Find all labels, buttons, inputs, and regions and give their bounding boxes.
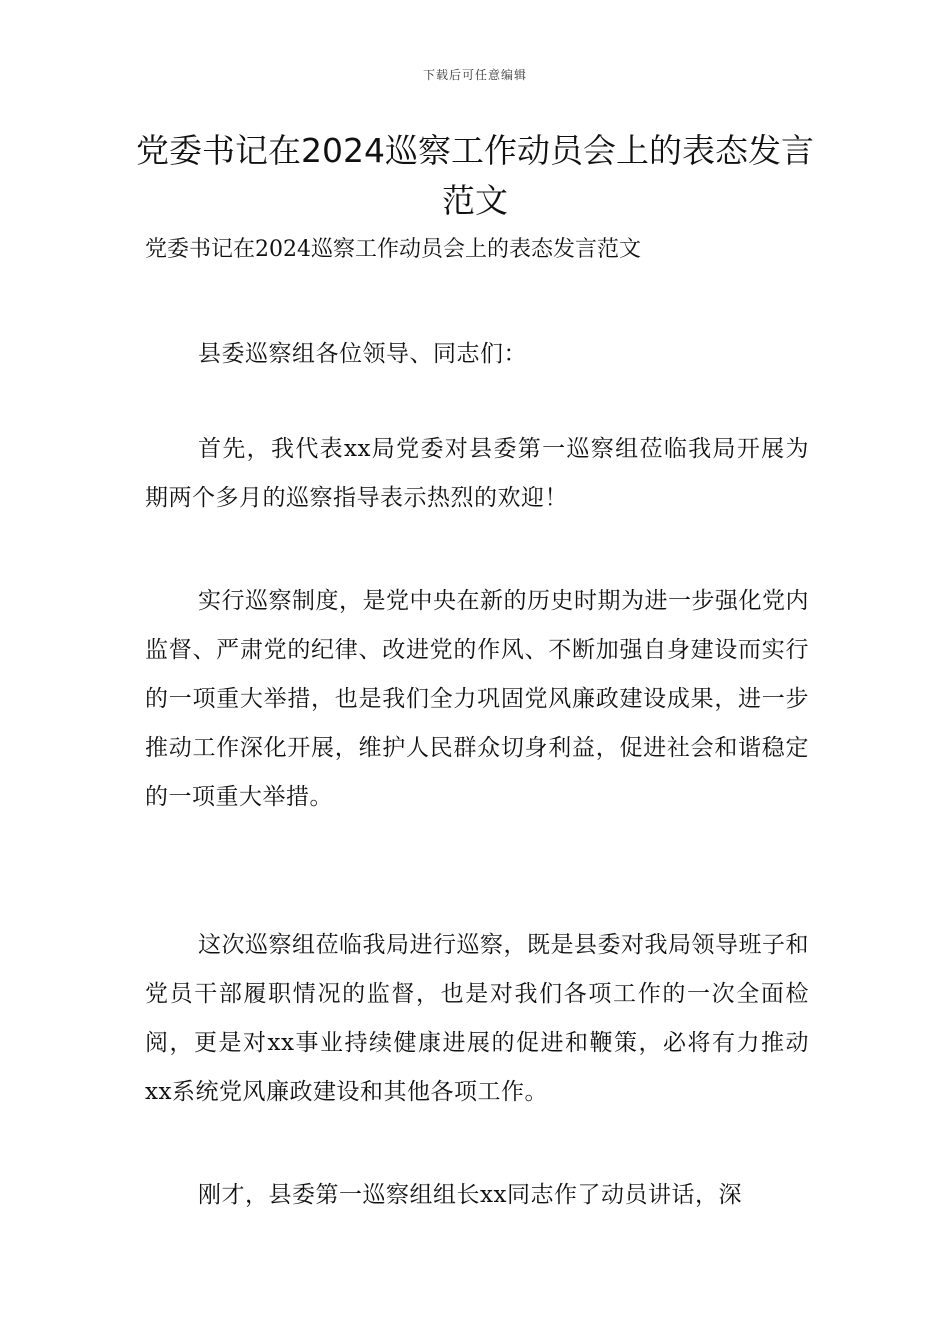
document-subtitle: 党委书记在2024巡察工作动员会上的表态发言范文 <box>145 237 641 262</box>
paragraph-inspection-system: 实行巡察制度，是党中央在新的历史时期为进一步强化党内监督、严肃党的纪律、改进党的作风、不断加强自身建设而实行的一项重大举措，也是我们全力巩固党风廉政建设成果，进一步推动工作深化开展，维护人民群众切身利益，促进社会和谐稳定的一项重大举措。 <box>145 588 809 810</box>
salutation: 县委巡察组各位领导、同志们： <box>198 341 527 367</box>
paragraph-mobilization-speech: 刚才，县委第一巡察组组长xx同志作了动员讲话，深 <box>198 1182 742 1208</box>
document-title: 党委书记在2024巡察工作动员会上的表态发言范文 <box>136 131 814 220</box>
header-note: 下载后可任意编辑 <box>422 68 527 82</box>
paragraph-welcome: 首先，我代表xx局党委对县委第一巡察组莅临我局开展为期两个多月的巡察指导表示热烈的欢迎！ <box>145 436 809 511</box>
paragraph-inspection-purpose: 这次巡察组莅临我局进行巡察，既是县委对我局领导班子和党员干部履职情况的监督，也是对我们各项工作的一次全面检阅，更是对xx事业持续健康进展的促进和鞭策，必将有力推动xx系统党风廉政建设和其他各项工作。 <box>145 932 809 1105</box>
